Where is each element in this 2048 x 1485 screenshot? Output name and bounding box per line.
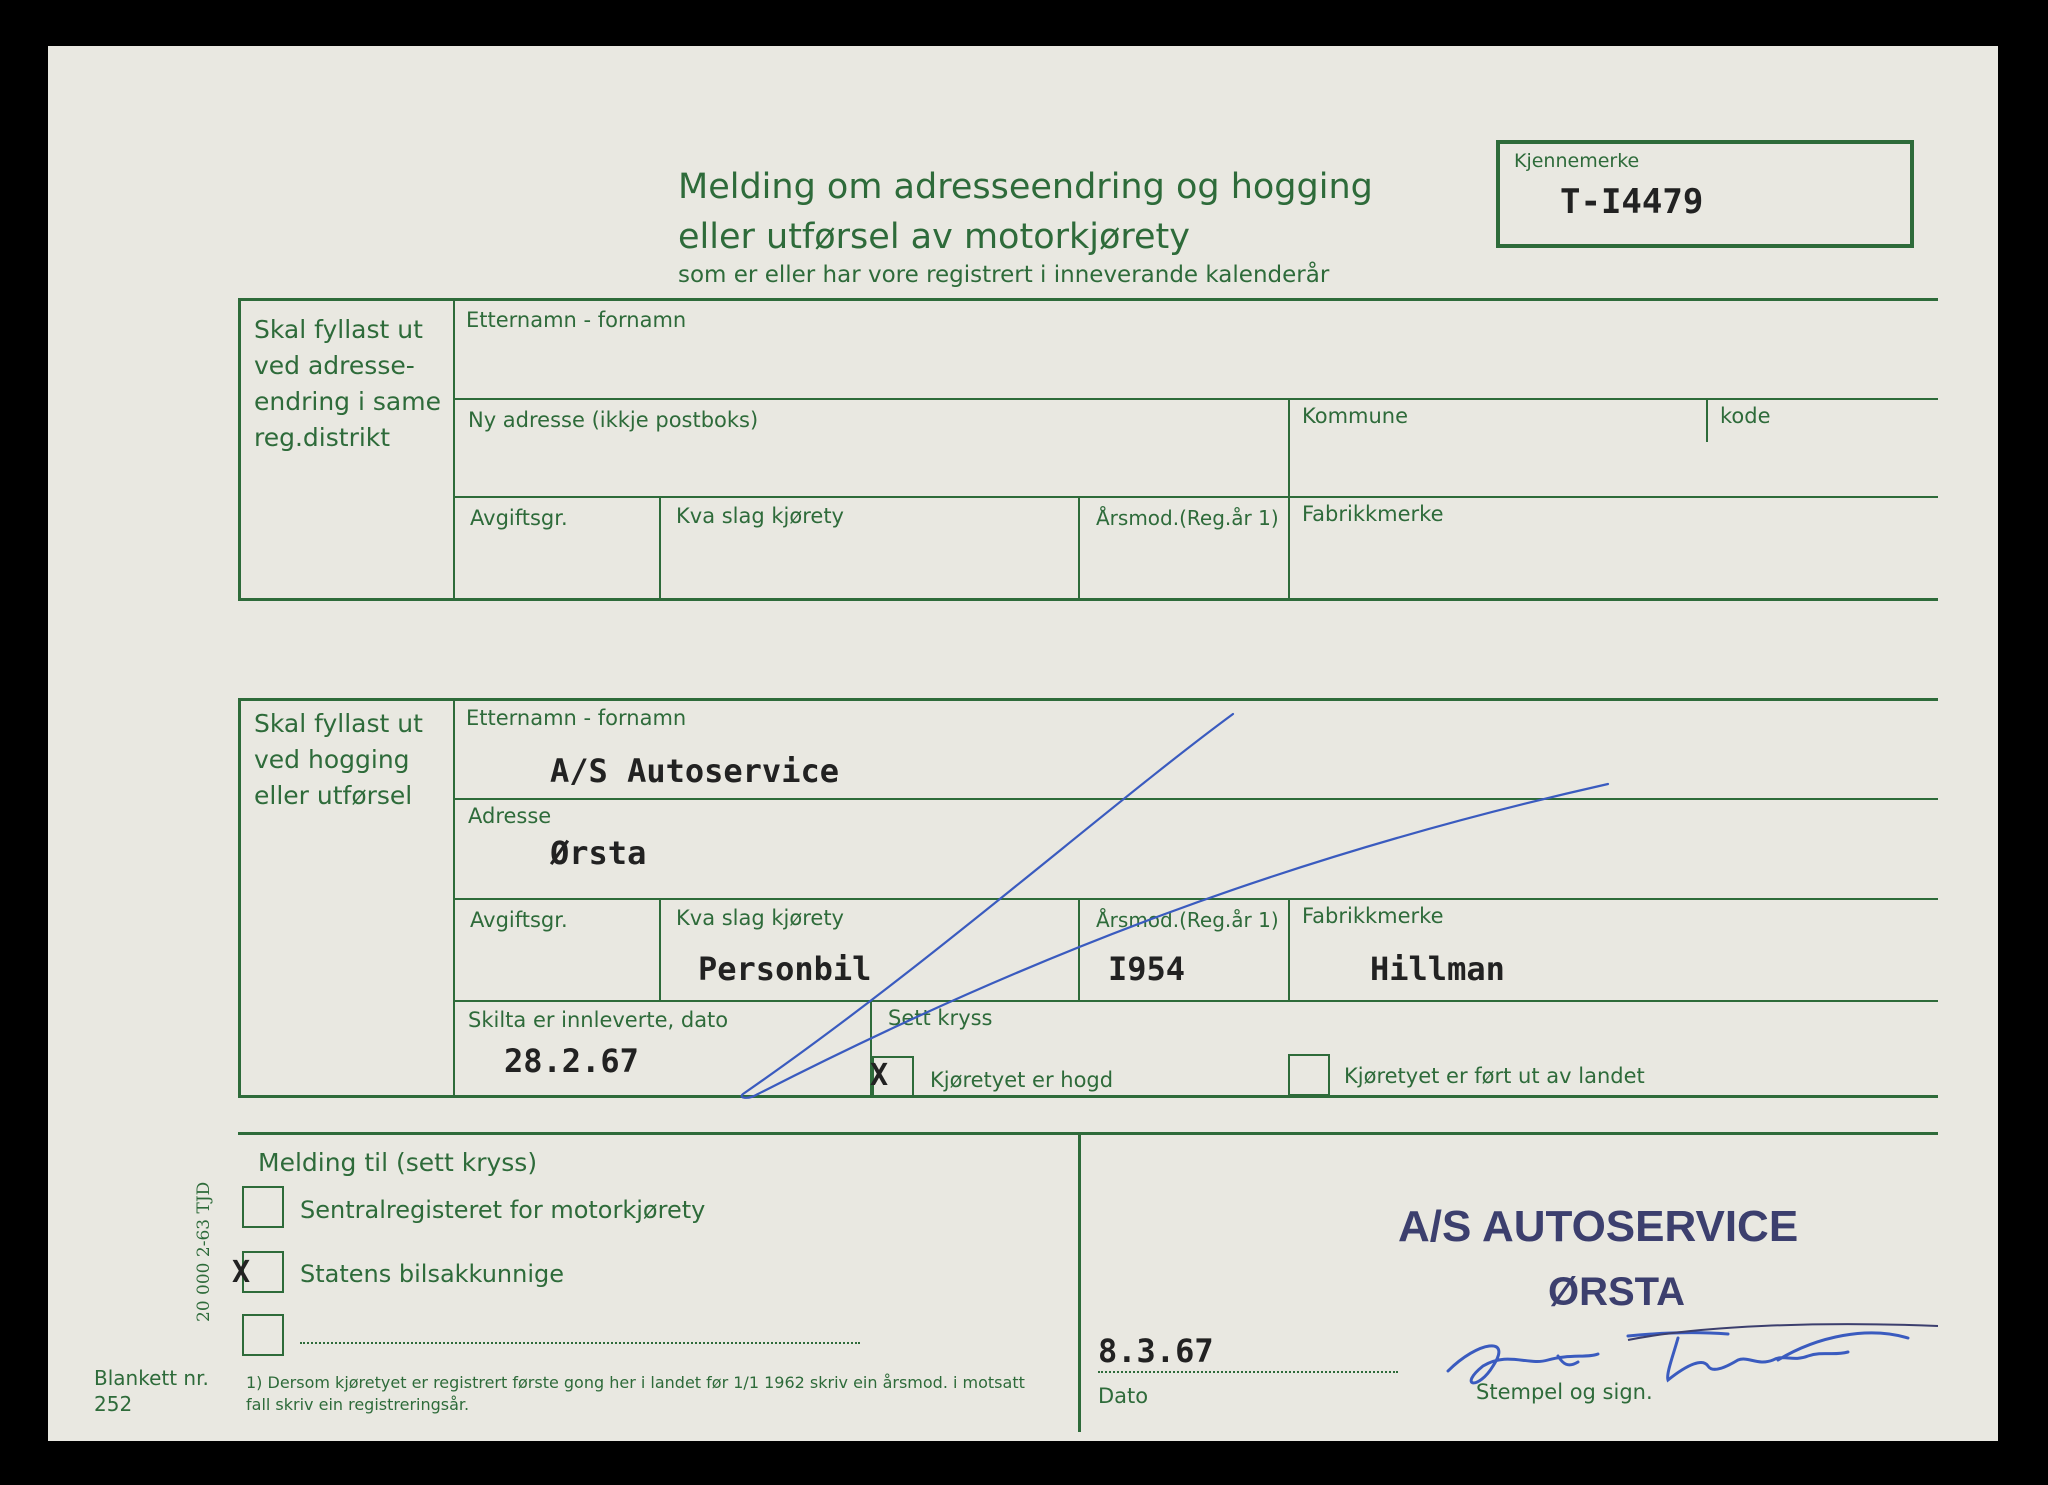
registration-value: T-I4479 [1560, 182, 1704, 222]
section2-vehicle-type-label: Kva slag kjørety [676, 906, 844, 930]
scrapped-option-label: Kjøretyet er hogd [930, 1068, 1114, 1092]
plates-returned-label: Skilta er innleverte, dato [468, 1008, 729, 1032]
form-paper [48, 46, 1998, 1441]
date-line [1098, 1371, 1398, 1373]
section1-model-year-label: Årsmod.(Reg.år 1) [1096, 506, 1279, 530]
section2-side-label: Skal fyllast ut ved hogging eller utførsel [254, 709, 423, 810]
section2-vehicle-type-value: Personbil [698, 950, 872, 988]
notify-option3-checkbox[interactable] [242, 1314, 284, 1356]
notify-option2-label: Statens bilsakkunnige [300, 1260, 565, 1288]
date-label: Dato [1098, 1384, 1149, 1408]
section1-name-label: Etternamn - fornamn [466, 308, 687, 332]
handwritten-signature [1438, 1296, 1958, 1426]
title-line-2: eller utførsel av motorkjørety [678, 217, 1190, 257]
section2-model-year-label: Årsmod.(Reg.år 1) [1096, 908, 1279, 932]
section2-name-label: Etternamn - fornamn [466, 706, 687, 730]
form-subtitle: som er eller har vore registrert i inneverande kalenderår [678, 262, 1330, 288]
footnote: 1) Dersom kjøretyet er registrert første gong her i landet før 1/1 1962 skriv ein årsmod. i motsatt fall skriv ein registreringsår. [246, 1373, 1025, 1414]
section1-make-label: Fabrikkmerke [1302, 502, 1444, 526]
section2-address-value: Ørsta [550, 834, 647, 872]
section1-code-label: kode [1720, 404, 1771, 428]
section2-address-label: Adresse [468, 804, 552, 828]
notify-option2-mark: X [232, 1255, 251, 1290]
date-value: 8.3.67 [1098, 1332, 1214, 1370]
print-code: 20 000 2-63 TJD [194, 1181, 214, 1322]
scrapped-check-mark: X [870, 1058, 889, 1093]
stamp-line-1: A/S AUTOSERVICE [1398, 1202, 1799, 1251]
section1-municipality-label: Kommune [1302, 404, 1409, 428]
section2-make-label: Fabrikkmerke [1302, 904, 1444, 928]
section2-make-value: Hillman [1370, 950, 1505, 988]
form-title [678, 162, 1373, 262]
title-line-1: Melding om adresseendring og hogging [678, 167, 1373, 207]
registration-box [1496, 140, 1914, 248]
notify-title: Melding til (sett kryss) [258, 1148, 538, 1177]
registration-label: Kjennemerke [1514, 150, 1640, 172]
section1-vehicle-type-label: Kva slag kjørety [676, 504, 844, 528]
signature-label: Stempel og sign. [1476, 1380, 1653, 1404]
section1-address-label: Ny adresse (ikkje postboks) [468, 408, 759, 432]
exported-option-label: Kjøretyet er ført ut av landet [1344, 1064, 1645, 1088]
section2-model-year-value: I954 [1108, 950, 1186, 988]
pen-check-mark [728, 696, 1628, 1106]
form-number: 252 [94, 1392, 133, 1416]
section1-fee-group-label: Avgiftsgr. [470, 506, 568, 530]
stamp-line-2: ØRSTA [1548, 1270, 1686, 1314]
cross-label: Sett kryss [888, 1006, 993, 1030]
section1-side-label: Skal fyllast ut ved adresse- endring i same reg.distrikt [254, 315, 441, 452]
plates-returned-date: 28.2.67 [504, 1042, 639, 1080]
notify-option1-checkbox[interactable] [242, 1186, 284, 1228]
notify-option2-checkbox[interactable] [232, 1251, 284, 1293]
notify-option3-blank-line [300, 1342, 860, 1344]
notify-option1-label: Sentralregisteret for motorkjørety [300, 1196, 706, 1224]
section2-fee-group-label: Avgiftsgr. [470, 908, 568, 932]
section2-name-value: A/S Autoservice [550, 752, 839, 790]
form-number-label: Blankett nr. [94, 1366, 209, 1390]
